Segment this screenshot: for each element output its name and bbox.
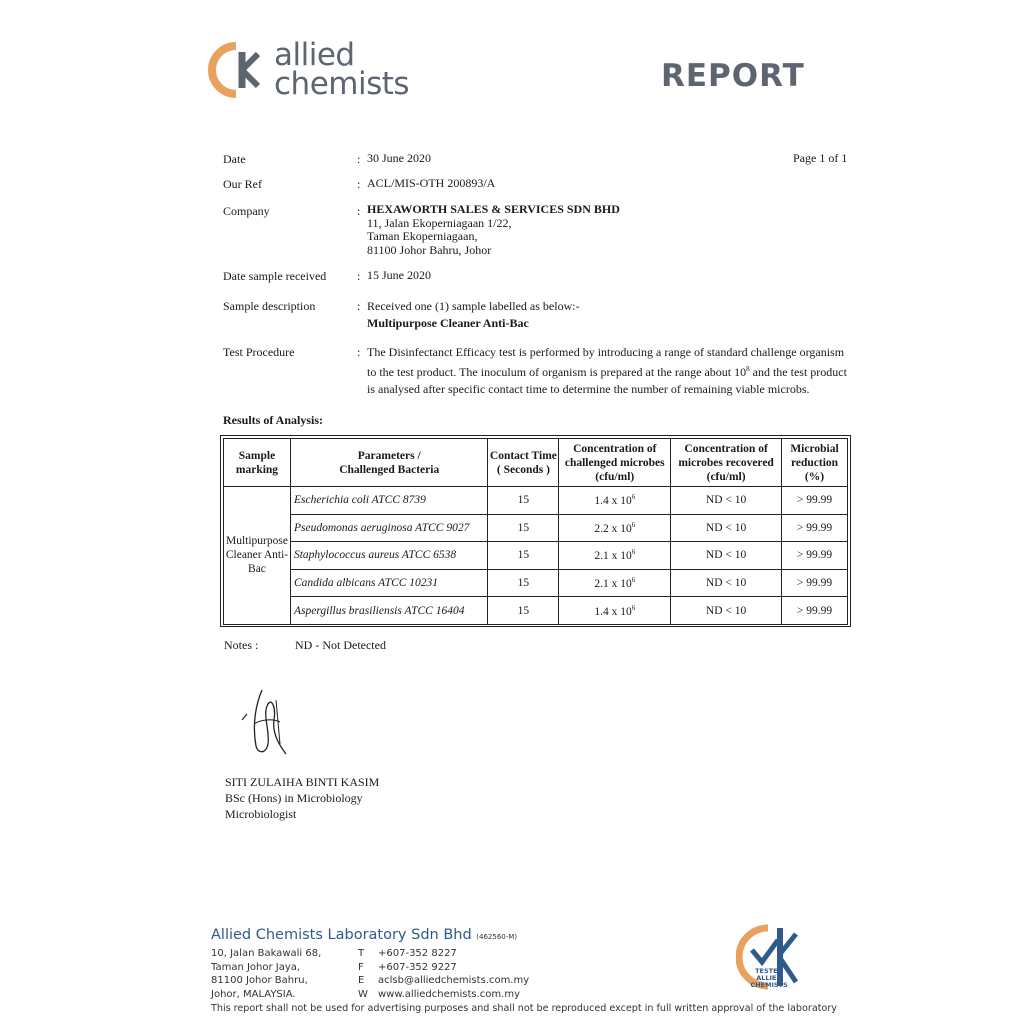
table-header-row bbox=[224, 439, 848, 487]
description-block bbox=[367, 298, 580, 332]
recovered-cell: ND < 10 bbox=[671, 514, 782, 542]
procedure-block bbox=[367, 344, 847, 398]
logo-line-1: allied bbox=[274, 37, 355, 73]
procedure-line: to the test product. The inoculum of organism is prepared at the range about $10^8$ and the test product bbox=[367, 365, 847, 379]
results-table bbox=[220, 435, 851, 627]
bacteria-cell: Staphylococcus aureus ATCC 6538 bbox=[290, 542, 488, 570]
tested-badge-text: TESTED ALLIED CHEMISTS bbox=[750, 967, 788, 989]
signer-title: Microbiologist bbox=[225, 807, 297, 821]
company-address-line: 81100 Johor Bahru, Johor bbox=[367, 242, 492, 257]
recovered-cell: ND < 10 bbox=[671, 597, 782, 625]
ref-value: ACL/MIS-OTH 200893/A bbox=[367, 176, 496, 190]
signer-degree: BSc (Hons) in Microbiology bbox=[225, 791, 363, 805]
bacteria-cell: Aspergillus brasiliensis ATCC 16404 bbox=[290, 597, 488, 625]
conc-cell: 1.4 x $10^6$ bbox=[559, 597, 671, 625]
time-cell: 15 bbox=[488, 597, 559, 625]
colon: : bbox=[357, 177, 361, 191]
recovered-cell: ND < 10 bbox=[671, 569, 782, 597]
time-cell: 15 bbox=[488, 487, 559, 515]
conc-cell: 2.2 x $10^6$ bbox=[559, 514, 671, 542]
footer-company: Allied Chemists Laboratory Sdn Bhd (462560-M) bbox=[211, 927, 518, 943]
footer-contact bbox=[358, 947, 529, 1001]
signer-name: SITI ZULAIHA BINTI KASIM bbox=[225, 775, 380, 789]
signature-image bbox=[236, 684, 296, 759]
company-address-line: 11, Jalan Ekoperniagaan 1/22, bbox=[367, 215, 512, 230]
reduction-cell: > 99.99 bbox=[782, 542, 848, 570]
signer-block bbox=[225, 774, 379, 822]
notes-label: Notes : bbox=[224, 638, 259, 652]
colon: : bbox=[357, 269, 361, 283]
header-concentration: Concentration of challenged microbes (cfu/ml) bbox=[559, 439, 671, 487]
bacteria-cell: Escherichia coli ATCC 8739 bbox=[290, 487, 488, 515]
conc-cell: 2.1 x $10^6$ bbox=[559, 569, 671, 597]
colon: : bbox=[357, 152, 361, 166]
conc-cell: 1.4 x $10^6$ bbox=[559, 487, 671, 515]
procedure-label: Test Procedure bbox=[223, 345, 295, 359]
reduction-cell: > 99.99 bbox=[782, 514, 848, 542]
colon: : bbox=[357, 204, 361, 218]
table-row bbox=[224, 597, 848, 625]
date-label: Date bbox=[223, 152, 246, 166]
colon: : bbox=[357, 345, 361, 359]
notes-value: ND - Not Detected bbox=[295, 638, 386, 652]
table-row bbox=[224, 514, 848, 542]
logo-line-2: chemists bbox=[274, 66, 410, 102]
bacteria-cell: Pseudomonas aeruginosa ATCC 9027 bbox=[290, 514, 488, 542]
footer-disclaimer: This report shall not be used for advertising purposes and shall not be reproduced except in full written approval of the laboratory bbox=[211, 1003, 837, 1014]
colon: : bbox=[357, 299, 361, 313]
description-label: Sample description bbox=[223, 299, 316, 313]
footer-email: E aclsb@alliedchemists.com.my bbox=[358, 975, 530, 986]
procedure-line: The Disinfectanct Efficacy test is performed by introducing a range of standard challenge organism bbox=[367, 345, 845, 359]
company-name: HEXAWORTH SALES & SERVICES SDN BHD bbox=[367, 202, 620, 216]
footer-fax: F +607-352 9227 bbox=[358, 961, 457, 973]
table-row bbox=[224, 542, 848, 570]
footer-address: 10, Jalan Bakawali 68, Taman Johor Jaya, 81100 Johor Bahru, Johor, MALAYSIA. bbox=[211, 948, 322, 1000]
sample-marking: Multipurpose Cleaner Anti-Bac bbox=[224, 487, 291, 625]
allied-logo-icon bbox=[208, 40, 268, 100]
received-value: 15 June 2020 bbox=[367, 268, 431, 282]
company-address-line: Taman Ekoperniagaan, bbox=[367, 229, 478, 243]
footer-website: W www.alliedchemists.com.my bbox=[358, 988, 520, 1000]
table-row bbox=[224, 487, 848, 515]
procedure-line: is analysed after specific contact time to determine the number of remaining viable microbs. bbox=[367, 382, 810, 396]
time-cell: 15 bbox=[488, 569, 559, 597]
bacteria-cell: Candida albicans ATCC 10231 bbox=[290, 569, 488, 597]
results-heading: Results of Analysis: bbox=[223, 413, 324, 427]
product-name: Multipurpose Cleaner Anti-Bac bbox=[367, 316, 529, 330]
footer-phone: T +607-352 8227 bbox=[358, 948, 457, 959]
header-sample: Sample marking bbox=[224, 439, 291, 487]
recovered-cell: ND < 10 bbox=[671, 487, 782, 515]
company-label: Company bbox=[223, 204, 270, 218]
company-logo bbox=[208, 37, 410, 102]
recovered-cell: ND < 10 bbox=[671, 542, 782, 570]
date-value: 30 June 2020 bbox=[367, 151, 431, 165]
reduction-cell: > 99.99 bbox=[782, 569, 848, 597]
received-label: Date sample received bbox=[223, 269, 327, 283]
reduction-cell: > 99.99 bbox=[782, 597, 848, 625]
time-cell: 15 bbox=[488, 514, 559, 542]
description-value: Received one (1) sample labelled as below:- bbox=[367, 299, 580, 313]
header-contact-time: Contact Time ( Seconds ) bbox=[488, 439, 559, 487]
conc-cell: 2.1 x $10^6$ bbox=[559, 542, 671, 570]
header-recovered: Concentration of microbes recovered (cfu/ml) bbox=[671, 439, 782, 487]
table-row bbox=[224, 569, 848, 597]
header-reduction: Microbial reduction (%) bbox=[782, 439, 848, 487]
report-title: REPORT bbox=[661, 58, 805, 94]
company-block bbox=[367, 203, 620, 257]
page-number: Page 1 of 1 bbox=[793, 151, 848, 165]
reduction-cell: > 99.99 bbox=[782, 487, 848, 515]
header-parameters: Parameters / Challenged Bacteria bbox=[290, 439, 488, 487]
ref-label: Our Ref bbox=[223, 177, 262, 191]
time-cell: 15 bbox=[488, 542, 559, 570]
